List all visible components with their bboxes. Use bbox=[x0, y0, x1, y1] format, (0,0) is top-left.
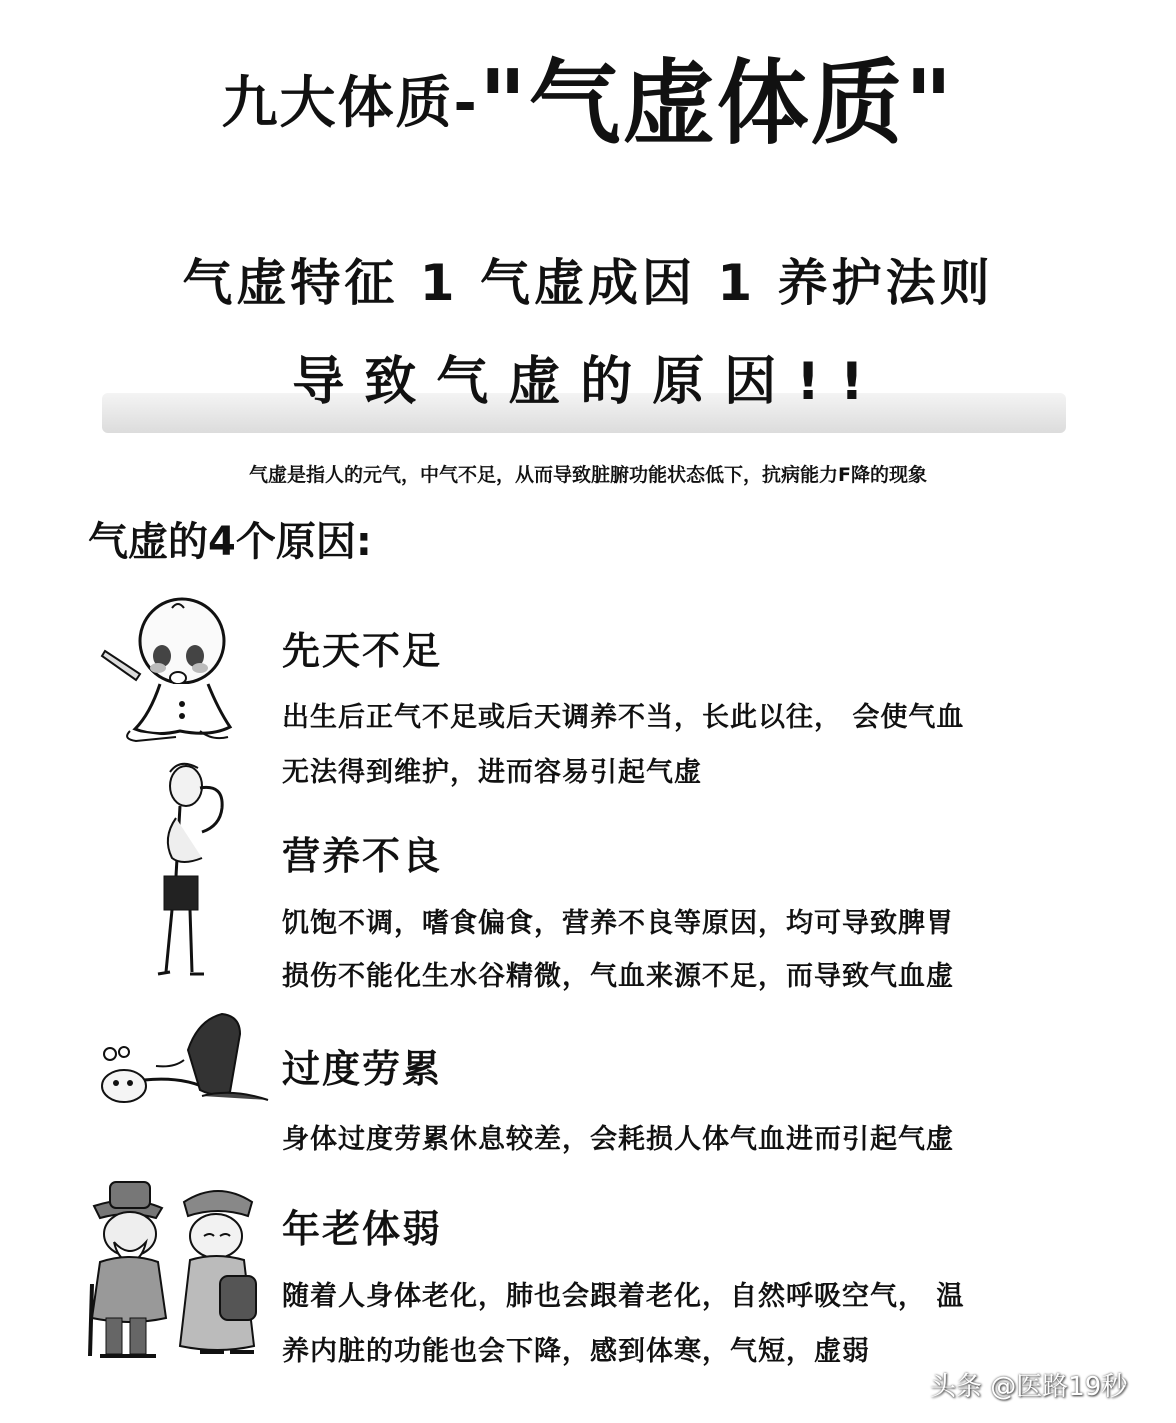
reason-4-line-1: 随着人身体老化，肺也会跟着老化，自然呼吸空气， 温 bbox=[282, 1281, 965, 1312]
title-prefix: 九大体质- bbox=[221, 71, 479, 136]
reason-1-line-1: 出生后正气不足或后天调养不当，长此以往， 会使气血 bbox=[282, 702, 965, 733]
reason-2-title: 营养不良 bbox=[282, 834, 443, 878]
reason-2-line-2: 损伤不能化生水谷精微，气血来源不足，而导致气血虚 bbox=[282, 961, 954, 992]
main-title bbox=[0, 50, 1176, 157]
reasons-heading: 气虚的4个原因: bbox=[88, 519, 372, 565]
elderly-couple-icon bbox=[80, 1176, 270, 1362]
reason-4-line-2: 养内脏的功能也会下降，感到体寒，气短，虚弱 bbox=[282, 1336, 870, 1367]
title-quoted: "气虚体质" bbox=[478, 50, 955, 157]
definition-text: 气虚是指人的元气，中气不足，从而导致脏腑功能状态低下，抗病能力F降的现象 bbox=[249, 464, 927, 486]
reason-3-line-1: 身体过度劳累休息较差，会耗损人体气血进而引起气虚 bbox=[282, 1124, 954, 1155]
reason-2-line-1: 饥饱不调，嗜食偏食，营养不良等原因，均可导致脾胃 bbox=[282, 908, 954, 939]
watermark-text: 头条 @医路19秒 bbox=[930, 1372, 1128, 1402]
crying-baby-icon bbox=[100, 596, 240, 746]
subtitle: 气虚特征 1 气虚成因 1 养护法则 bbox=[182, 254, 994, 312]
reason-4-title: 年老体弱 bbox=[282, 1207, 443, 1251]
exhausted-person-icon bbox=[98, 1010, 270, 1104]
reason-1-line-2: 无法得到维护，进而容易引起气虚 bbox=[282, 757, 702, 788]
reason-1-title: 先天不足 bbox=[282, 629, 443, 673]
reason-3-title: 过度劳累 bbox=[282, 1047, 443, 1091]
thin-man-icon bbox=[150, 758, 230, 980]
cause-heading: 导致气虚的原因!! bbox=[292, 352, 884, 412]
